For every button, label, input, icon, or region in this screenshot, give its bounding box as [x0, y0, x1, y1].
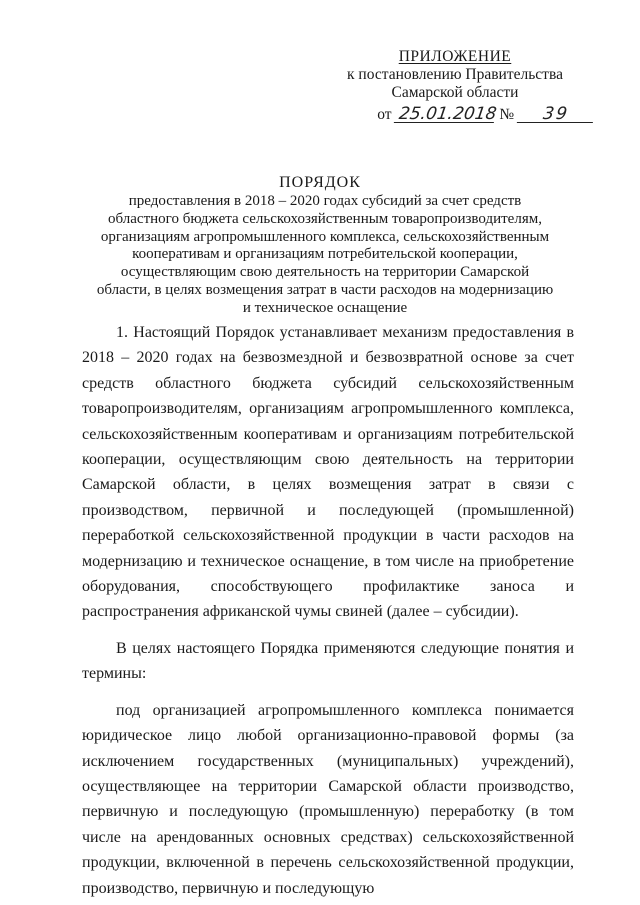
- handwritten-date: 25.01.2018: [394, 106, 496, 123]
- paragraph-1: 1. Настоящий Порядок устанавливает механизм предоставления в 2018 – 2020 годах на безвозмездной и безвозвратной основе за счет средств областного бюджета субсидий сельскохозяйственным товаропроизводителям, организациям агропромышленного комплекса, сельскохозяйственным кооперативам и организациям потребительской кооперации, осуществляющим свою деятельность на территории Самарской области, в целях возмещения затрат в связи с производством, первичной и последующей (промышленной) переработкой сельскохозяйственной продукции в части расходов на модернизацию и техническое оснащение, в том числе на приобретение оборудования, способствующего профилактике заноса и распространения африканской чумы свиней (далее – субсидии).: [82, 324, 574, 621]
- document-body: [82, 320, 574, 901]
- appendix-header: [310, 48, 600, 124]
- appendix-line-2: Самарской области: [391, 84, 519, 101]
- date-number-row: [310, 106, 600, 124]
- paragraph-3: под организацией агропромышленного комплекса понимается юридическое лицо любой организационно-правовой формы (за исключением государственных (муниципальных) учреждений), осуществляющее на территории Самарской области производство, первичную и последующую (промышленную) переработку (в том числе на арендованных основных средствах) сельскохозяйственной продукции, включенной в перечень сельскохозяйственной продукции, производство, первичную и последующую: [82, 701, 574, 897]
- document-subtitle: предоставления в 2018 – 2020 годах субсидий за счет средств областного бюджета сельскохозяйственным товаропроизводителям, организациям агропромышленного комплекса, сельскохозяйственным кооперативам и организациям потребительской кооперации, осуществляющим свою деятельность на территории Самарской области, в целях возмещения затрат в части расходов на модернизацию и техническое оснащение: [96, 193, 554, 316]
- number-prefix: №: [499, 106, 515, 123]
- date-prefix: от: [377, 106, 392, 123]
- appendix-line-1: к постановлению Правительства: [347, 66, 563, 83]
- handwritten-number: 39: [517, 106, 595, 123]
- appendix-title: ПРИЛОЖЕНИЕ: [398, 48, 512, 65]
- document-title: ПОРЯДОК: [279, 174, 361, 191]
- paragraph-2: В целях настоящего Порядка применяются следующие понятия и термины:: [82, 639, 574, 683]
